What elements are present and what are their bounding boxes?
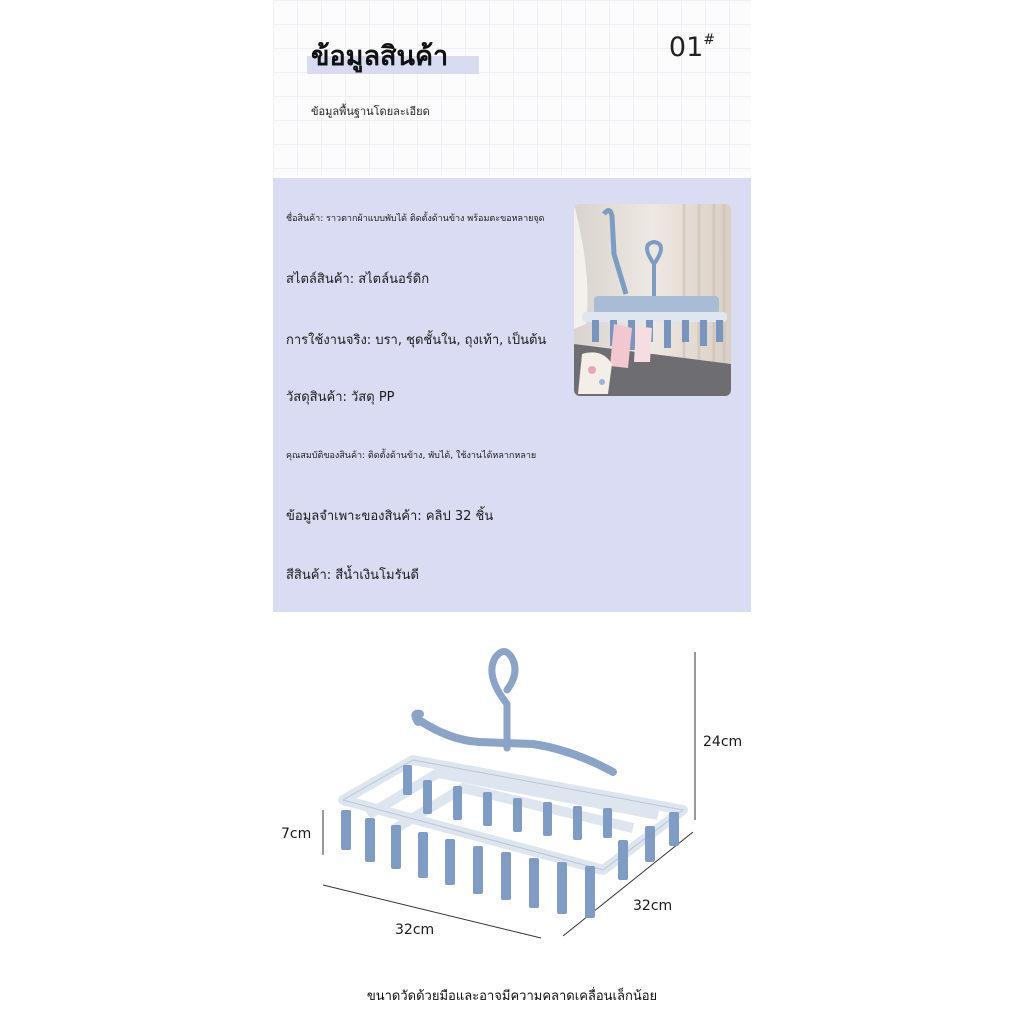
section-number-mark: # [703, 32, 715, 48]
product-photo [574, 204, 731, 396]
dim-height: 24cm [703, 734, 743, 750]
footer-note: ขนาดวัดด้วยมือและอาจมีความคลาดเคลื่อนเล็กน้อย [366, 989, 658, 1004]
header [273, 0, 751, 176]
hanger-illustration [273, 640, 751, 960]
dim-clip-height: 7cm [281, 826, 312, 842]
spec-material: วัสดุสินค้า: วัสดุ PP [286, 390, 395, 405]
section-number [669, 32, 715, 63]
spec-features: คุณสมบัติของสินค้า: ติดตั้งด้านข้าง, พับได้, ใช้งานได้หลากหลาย [286, 451, 537, 461]
spec-panel [273, 178, 751, 612]
page-title: ข้อมูลสินค้า [311, 41, 449, 72]
spec-color: สีสินค้า: สีน้ำเงินโมรันดี [286, 568, 419, 583]
section-number-value: 01 [668, 32, 704, 63]
spec-style: สไตล์สินค้า: สไตล์นอร์ดิก [286, 272, 430, 287]
dimension-diagram [273, 640, 751, 960]
spec-usage: การใช้งานจริง: บรา, ชุดชั้นใน, ถุงเท้า, เป็นต้น [286, 333, 547, 348]
spec-name: ชื่อสินค้า: ราวตากผ้าแบบพับได้ ติดตั้งด้านข้าง พร้อมตะขอหลายจุด [286, 214, 545, 224]
page-subtitle: ข้อมูลพื้นฐานโดยละเอียด [311, 105, 430, 118]
dim-width: 32cm [395, 922, 435, 938]
dim-depth: 32cm [633, 898, 673, 914]
spec-spec: ข้อมูลจำเพาะของสินค้า: คลิป 32 ชิ้น [286, 509, 494, 524]
